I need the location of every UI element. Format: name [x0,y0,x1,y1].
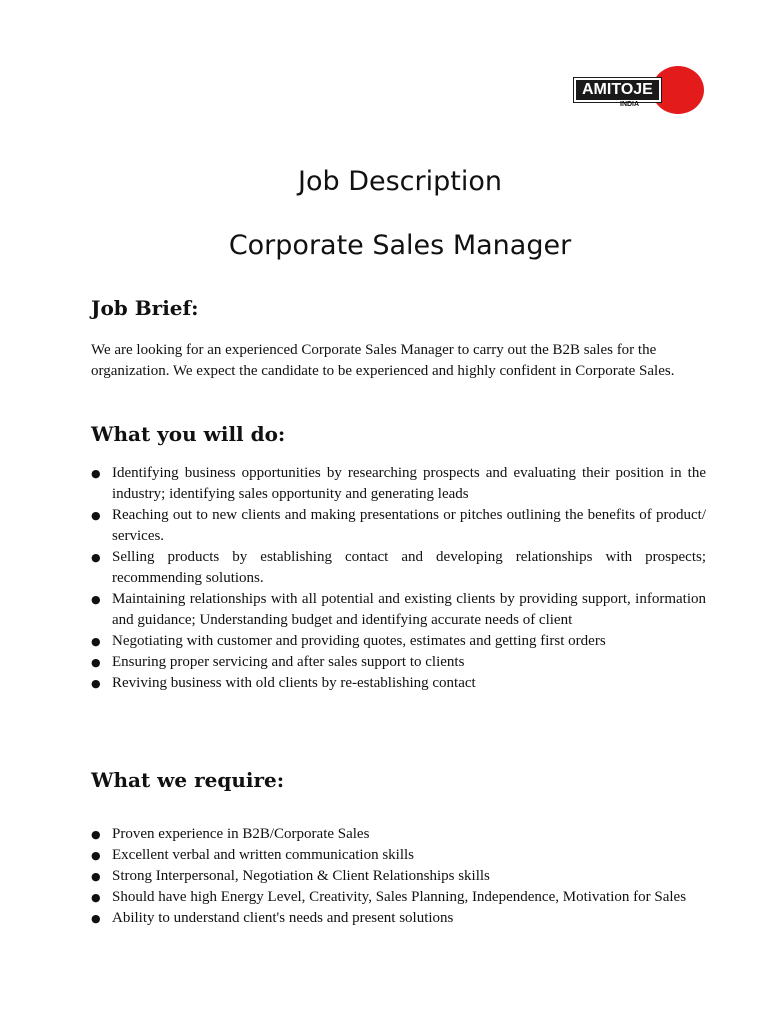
bullet-icon: ● [91,828,101,841]
list-item-text: Selling products by establishing contact and developing relationships with prospects; recommending solutions. [112,549,706,586]
logo-wordmark: AMITOJE [574,78,661,102]
list-item [91,631,706,652]
bullet-icon: ● [91,635,101,648]
list-item [91,589,706,631]
bullet-icon: ● [91,467,101,480]
document-title: Job Description [298,166,502,197]
list-item [91,652,706,673]
list-item-text: Strong Interpersonal, Negotiation & Client Relationships skills [112,868,490,884]
list-item-text: Negotiating with customer and providing quotes, estimates and getting first orders [112,633,606,649]
list-item [91,845,706,866]
bullet-icon: ● [91,849,101,862]
bullet-icon: ● [91,912,101,925]
company-logo [572,66,706,114]
job-brief-heading: Job Brief: [91,296,199,320]
list-item-text: Excellent verbal and written communication skills [112,847,414,863]
bullet-icon: ● [91,677,101,690]
bullet-icon: ● [91,870,101,883]
bullet-icon: ● [91,551,101,564]
responsibilities-list [91,463,706,694]
list-item-text: Ensuring proper servicing and after sales support to clients [112,654,465,670]
list-item [91,887,706,908]
logo-subtext: INDIA [620,101,640,108]
list-item-text: Reaching out to new clients and making presentations or pitches outlining the benefits of product/ services. [112,507,706,544]
list-item-text: Maintaining relationships with all potential and existing clients by providing support, information and guidance; Understanding budget and identifying accurate needs of client [112,591,706,628]
bullet-icon: ● [91,509,101,522]
list-item [91,547,706,589]
bullet-icon: ● [91,891,101,904]
list-item-text: Identifying business opportunities by researching prospects and evaluating their position in the industry; identifying sales opportunity and generating leads [112,465,706,502]
requirements-heading: What we require: [91,768,285,792]
list-item [91,824,706,845]
bullet-icon: ● [91,593,101,606]
list-item-text: Proven experience in B2B/Corporate Sales [112,826,370,842]
list-item [91,908,706,929]
list-item [91,673,706,694]
list-item [91,505,706,547]
job-brief-text: We are looking for an experienced Corporate Sales Manager to carry out the B2B sales for the organization. We expect the candidate to be experienced and highly confident in Corporate Sales. [91,342,675,379]
list-item-text: Should have high Energy Level, Creativity, Sales Planning, Independence, Motivation for Sales [112,889,687,905]
list-item-text: Reviving business with old clients by re-establishing contact [112,675,476,691]
list-item-text: Ability to understand client's needs and present solutions [112,910,454,926]
document-subtitle: Corporate Sales Manager [228,230,572,261]
responsibilities-heading: What you will do: [91,422,286,446]
bullet-icon: ● [91,656,101,669]
list-item [91,463,706,505]
requirements-list [91,824,706,929]
list-item [91,866,706,887]
